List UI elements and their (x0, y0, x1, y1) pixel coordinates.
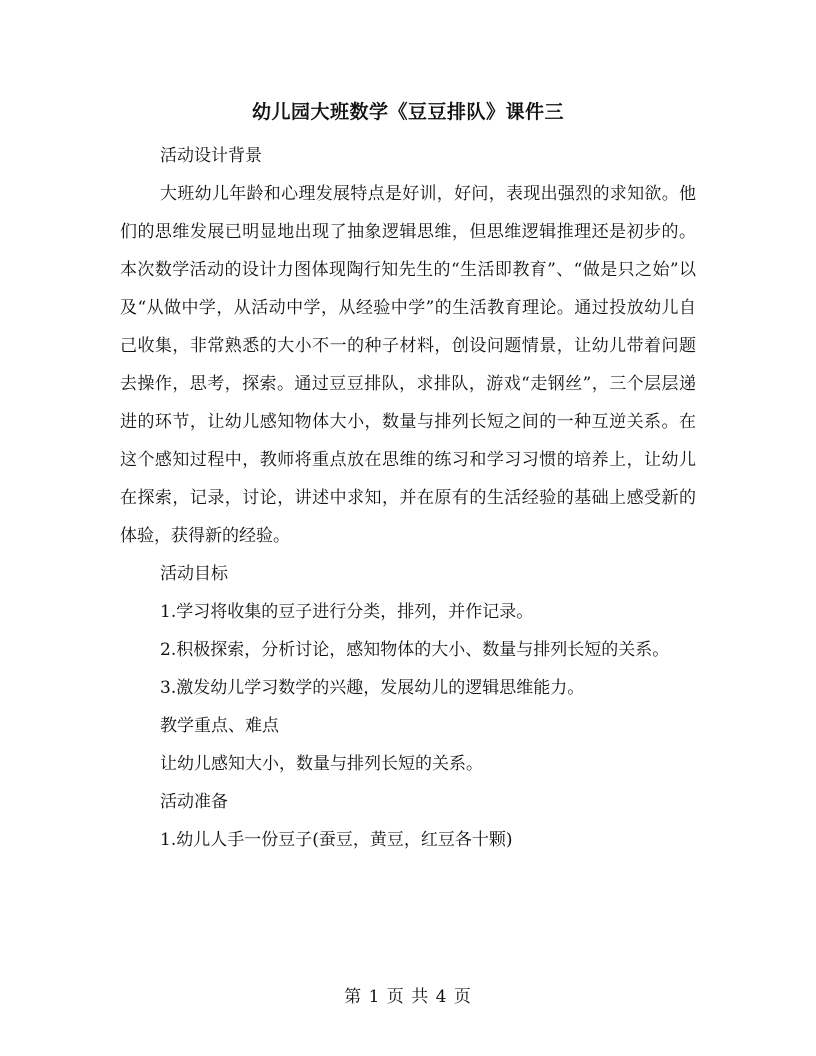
preparation-item-1: 1.幼儿人手一份豆子(蚕豆，黄豆，红豆各十颗) (160, 830, 513, 850)
goal-item-2: 2.积极探索，分析讨论，感知物体的大小、数量与排列长短的关系。 (160, 640, 670, 660)
document-title: 幼儿园大班数学《豆豆排队》课件三 (251, 101, 564, 123)
section-heading-background: 活动设计背景 (160, 146, 262, 166)
section-heading-key-points: 教学重点、难点 (160, 716, 279, 736)
document-body (120, 97, 696, 859)
section-heading-goals: 活动目标 (160, 564, 228, 584)
goal-item-3: 3.激发幼儿学习数学的兴趣，发展幼儿的逻辑思维能力。 (160, 678, 585, 698)
paragraph-background: 大班幼儿年龄和心理发展特点是好训，好问，表现出强烈的求知欲。他们的思维发展已明显地出现了抽象逻辑思维，但思维逻辑推理还是初步的。本次数学活动的设计力图体现陶行知先生的“生活即教育”、“做是只之始”以及“从做中学，从活动中学，从经验中学”的生活教育理论。通过投放幼儿自己收集，非常熟悉的大小不一的种子材料，创设问题情景，让幼儿带着问题去操作，思考，探索。通过豆豆排队，求排队，游戏“走钢丝”，三个层层递进的环节，让幼儿感知物体大小，数量与排列长短之间的一种互逆关系。在这个感知过程中，教师将重点放在思维的练习和学习习惯的培养上，让幼儿在探索，记录，讨论，讲述中求知，并在原有的生活经验的基础上感受新的体验，获得新的经验。 (120, 184, 696, 546)
section-heading-preparation: 活动准备 (160, 792, 228, 812)
paragraph-key-points: 让幼儿感知大小，数量与排列长短的关系。 (160, 754, 483, 774)
page-number-footer: 第 1 页 共 4 页 (344, 987, 472, 1007)
goal-item-1: 1.学习将收集的豆子进行分类，排列，并作记录。 (160, 602, 534, 622)
